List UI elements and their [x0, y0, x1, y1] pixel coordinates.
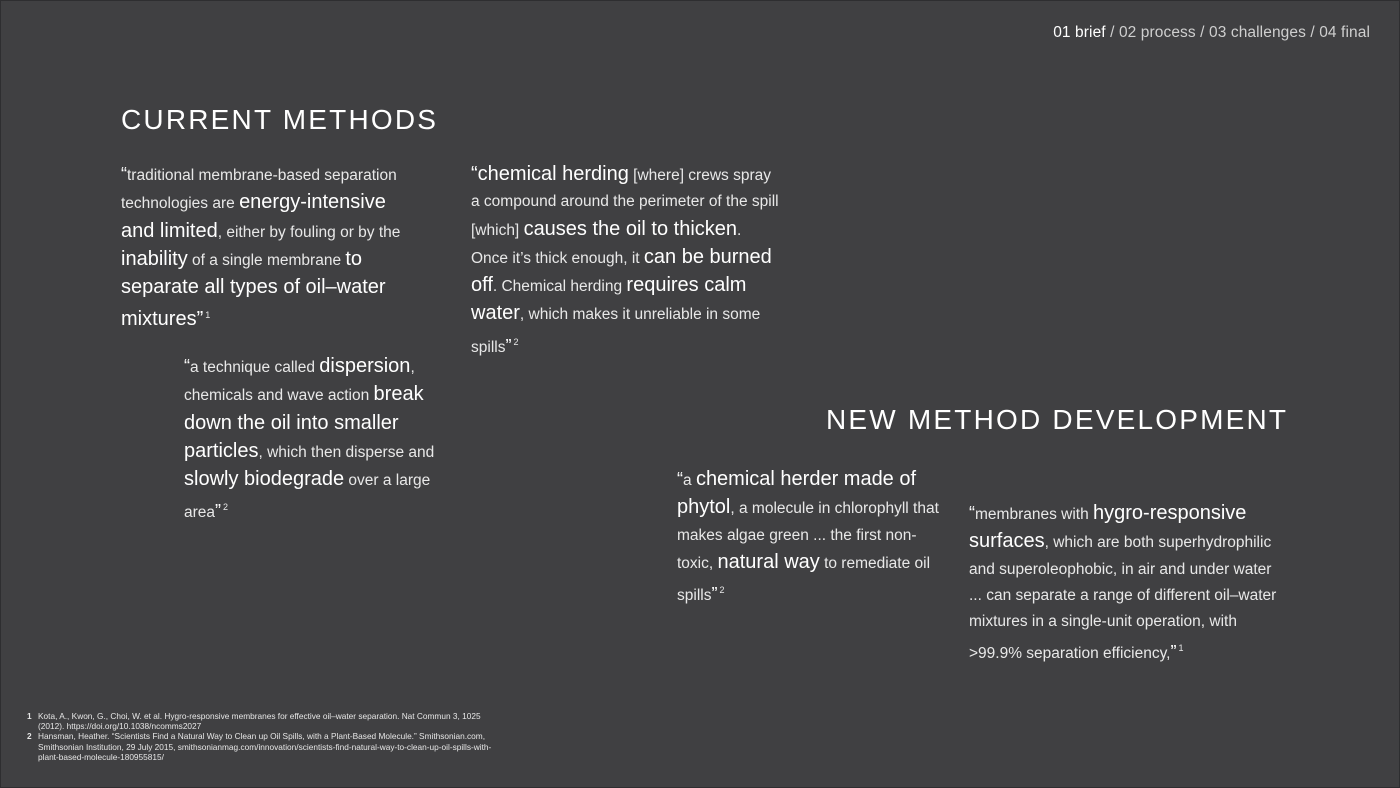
footnote-reference[interactable]: 1 [205, 310, 211, 321]
quote-text: , a molecule in chlorophyll that makes algae green ... the first non-toxic, [677, 500, 939, 572]
nav-item-brief[interactable]: 01 brief [1053, 24, 1106, 41]
quote-text: membranes with [975, 506, 1094, 523]
quote-text: of a single membrane [187, 251, 346, 269]
nav-separator: / [1105, 24, 1119, 41]
quote-text: traditional membrane-based separation technologies are [121, 167, 397, 213]
quote-text: a [683, 472, 696, 489]
footnote-reference[interactable]: 1 [1178, 643, 1184, 654]
quote-text: . Once it’s thick enough, it [471, 221, 742, 267]
quote-emphasis: chemical herder made of phytol [677, 468, 917, 519]
nav-item-process[interactable]: 02 process [1118, 24, 1196, 41]
quote-emphasis: slowly biodegrade [184, 468, 345, 491]
new-method-heading: NEW METHOD DEVELOPMENT [826, 404, 1289, 435]
nav-item-final[interactable]: 04 final [1319, 24, 1370, 41]
quote-emphasis: hygro-responsive surfaces [969, 502, 1247, 553]
quote-text: over a large area [184, 472, 431, 522]
quote-mark: ” [711, 584, 718, 605]
quote-text: , which then disperse and [258, 443, 435, 461]
footnotes [27, 711, 507, 762]
quote-text: , chemicals and wave action [184, 359, 415, 405]
nav-separator: / [1305, 24, 1320, 41]
quote-text: , either by fouling or by the [217, 223, 401, 241]
quote-emphasis: can be burned off [471, 245, 772, 297]
quote-membrane-separation [121, 161, 411, 335]
quote-mark: ” [1170, 642, 1177, 663]
current-methods-heading: CURRENT METHODS [121, 104, 439, 135]
footnote-text: Hansman, Heather. “Scientists Find a Natural Way to Clean up Oil Spills, with a Plant-Based Molecule.” Smithsonian.com, Smithsonian Institution, 29 July 2015, smithsonianmag.com/innovation/scientists-find-natural-way-to-clean-up-oil-spills-with-plant-based-molecule-180955815/ [38, 731, 492, 762]
quote-emphasis: break down the oil into smaller particles [184, 383, 424, 462]
quote-emphasis: “chemical herding [471, 163, 629, 185]
quote-chemical-herding [471, 161, 781, 361]
footnote-reference[interactable]: 2 [223, 502, 229, 513]
footnote-1 [27, 711, 507, 731]
quote-emphasis: inability [121, 247, 188, 270]
quote-mark: “ [184, 356, 190, 376]
footnote-number: 1 [27, 711, 32, 721]
quote-emphasis: energy-intensive and limited [121, 191, 386, 242]
nav-item-challenges[interactable]: 03 challenges [1209, 24, 1306, 41]
quote-emphasis: requires calm water [471, 274, 747, 325]
nav-separator: / [1195, 24, 1209, 41]
quote-hygro-responsive [969, 500, 1279, 668]
quote-emphasis: to separate all types of oil–water mixtures” [121, 247, 386, 331]
quote-text: , which makes it unreliable in some spills [471, 306, 761, 356]
section-nav [1053, 24, 1370, 42]
quote-mark: “ [677, 469, 683, 489]
quote-emphasis: dispersion [319, 355, 411, 377]
footnote-number: 2 [27, 731, 32, 742]
quote-phytol-herder [677, 466, 947, 609]
footnote-reference[interactable]: 2 [719, 585, 725, 596]
quote-text: to remediate oil spills [677, 554, 931, 605]
quote-emphasis: natural way [717, 550, 820, 573]
quote-text: , which are both superhydrophilic and superoleophobic, in air and under water ... can separate a range of different oil–water mixtures in a single-unit operation, with >99.9% separation efficiency, [969, 534, 1277, 663]
footnote-text: Kota, A., Kwon, G., Choi, W. et al. Hygro-responsive membranes for effective oil–water separation. Nat Commun 3, 1025 (2012). https://doi.org/10.1038/ncomms2027 [38, 711, 481, 732]
quote-dispersion [184, 353, 454, 527]
quote-mark: “ [121, 164, 127, 184]
quote-text: . Chemical herding [492, 278, 627, 296]
quote-mark: ” [215, 501, 222, 522]
quote-mark: ” [505, 335, 512, 356]
quote-mark: “ [969, 503, 975, 523]
quote-text: [where] crews spray a compound around the perimeter of the spill [which] [471, 167, 779, 239]
footnote-reference[interactable]: 2 [513, 336, 519, 347]
footnote-2 [27, 731, 507, 762]
quote-emphasis: causes the oil to thicken [523, 217, 738, 240]
quote-text: a technique called [190, 359, 320, 376]
